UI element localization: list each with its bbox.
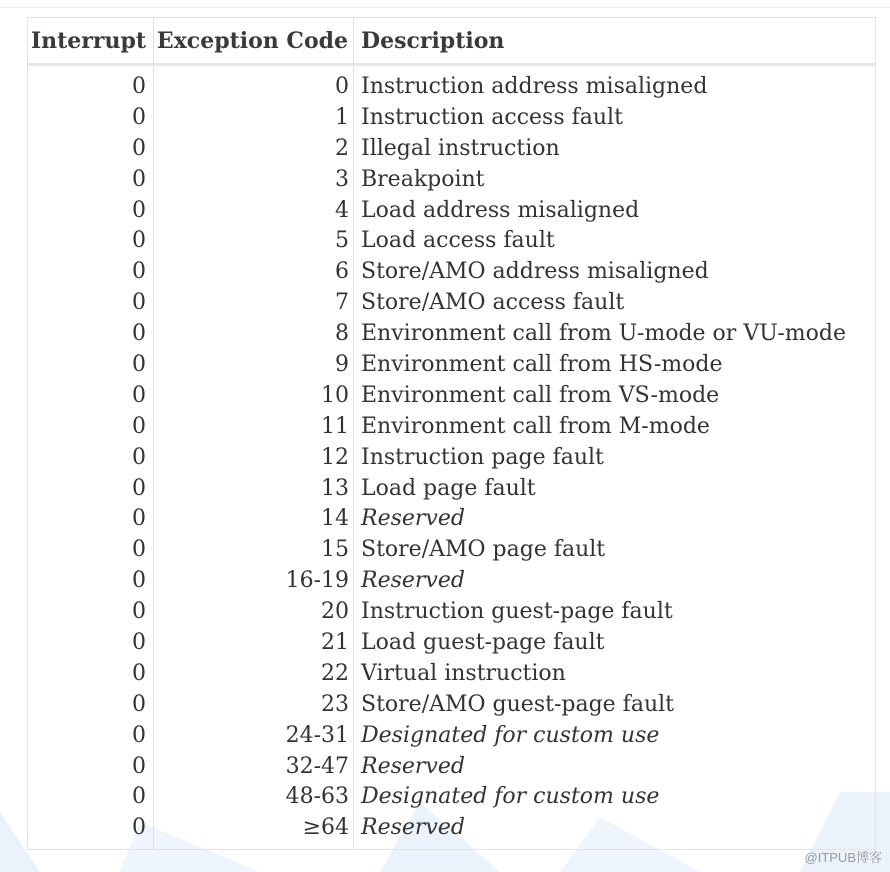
cell-exception-code: 22 <box>321 660 349 686</box>
cell-exception-code: 14 <box>321 506 349 532</box>
table-row <box>28 412 875 443</box>
cell-description: Store/AMO page fault <box>361 537 606 563</box>
cell-exception-code: 12 <box>321 444 349 470</box>
cell-interrupt: 0 <box>132 352 146 378</box>
cell-exception-code: 20 <box>321 599 349 625</box>
cell-exception-code: 23 <box>321 691 349 717</box>
table-row <box>28 535 875 566</box>
cell-interrupt: 0 <box>132 382 146 408</box>
cell-interrupt: 0 <box>132 259 146 285</box>
table-row <box>28 721 875 752</box>
cell-exception-code: 6 <box>335 259 349 285</box>
cell-description: Load guest-page fault <box>361 630 605 656</box>
cell-exception-code: 48-63 <box>285 784 349 810</box>
cell-description: Instruction access fault <box>361 104 623 130</box>
table-row <box>28 752 875 783</box>
cell-exception-code: 10 <box>321 382 349 408</box>
table-row <box>28 597 875 628</box>
cell-exception-code: 1 <box>335 104 349 130</box>
cell-description: Load page fault <box>361 475 536 501</box>
table-row <box>28 659 875 690</box>
cell-exception-code: 11 <box>321 413 349 439</box>
header-separator <box>28 63 875 66</box>
cell-description: Store/AMO guest-page fault <box>361 691 674 717</box>
cell-interrupt: 0 <box>132 197 146 223</box>
cell-interrupt: 0 <box>132 413 146 439</box>
table-row <box>28 504 875 535</box>
cell-interrupt: 0 <box>132 630 146 656</box>
cell-description: Virtual instruction <box>361 660 566 686</box>
cell-description: Store/AMO address misaligned <box>361 259 709 285</box>
table-row <box>28 165 875 196</box>
table-row <box>28 72 875 103</box>
cell-description: Store/AMO access fault <box>361 290 625 316</box>
cell-description: Reserved <box>361 753 465 779</box>
cell-interrupt: 0 <box>132 290 146 316</box>
header-exception-code: Exception Code <box>156 28 348 54</box>
cell-interrupt: 0 <box>132 568 146 594</box>
cell-description: Load access fault <box>361 228 555 254</box>
cell-description: Environment call from HS-mode <box>361 352 723 378</box>
cell-exception-code: 21 <box>321 630 349 656</box>
table-row <box>28 690 875 721</box>
cell-exception-code: 7 <box>335 290 349 316</box>
cell-interrupt: 0 <box>132 753 146 779</box>
table-row <box>28 134 875 165</box>
cell-description: Environment call from U-mode or VU-mode <box>361 321 846 347</box>
cell-description: Load address misaligned <box>361 197 640 223</box>
header-interrupt: Interrupt <box>30 28 146 54</box>
cell-interrupt: 0 <box>132 74 146 99</box>
table-row <box>28 628 875 659</box>
cell-description: Designated for custom use <box>361 784 660 810</box>
cell-interrupt: 0 <box>132 321 146 347</box>
cell-description: Reserved <box>361 568 465 594</box>
table-row <box>28 350 875 381</box>
cell-interrupt: 0 <box>132 135 146 161</box>
table-row <box>28 319 875 350</box>
table-row <box>28 103 875 134</box>
cell-description: Environment call from M-mode <box>361 413 710 439</box>
cell-interrupt: 0 <box>132 166 146 192</box>
cell-exception-code: 13 <box>321 475 349 501</box>
cell-description: Reserved <box>361 506 465 532</box>
cell-interrupt: 0 <box>132 537 146 563</box>
cell-description: Environment call from VS-mode <box>361 382 720 408</box>
cell-description: Instruction page fault <box>361 444 604 470</box>
cell-exception-code: 24-31 <box>285 722 349 748</box>
cell-exception-code: 9 <box>335 352 349 378</box>
table-row <box>28 566 875 597</box>
cell-description: Designated for custom use <box>361 722 660 748</box>
top-divider <box>0 7 890 8</box>
cell-exception-code: 2 <box>335 135 349 161</box>
table-row <box>28 443 875 474</box>
exception-code-table <box>27 17 876 850</box>
cell-interrupt: 0 <box>132 228 146 254</box>
cell-interrupt: 0 <box>132 506 146 532</box>
table-row <box>28 196 875 227</box>
watermark-credit: @ITPUB博客 <box>804 850 882 865</box>
cell-description: Breakpoint <box>361 166 485 192</box>
cell-exception-code: 4 <box>335 197 349 223</box>
cell-exception-code: 0 <box>335 74 349 99</box>
header-description: Description <box>361 28 505 54</box>
cell-interrupt: 0 <box>132 444 146 470</box>
table-body <box>28 72 875 844</box>
cell-interrupt: 0 <box>132 722 146 748</box>
table-row <box>28 226 875 257</box>
cell-description: Instruction guest-page fault <box>361 599 673 625</box>
cell-interrupt: 0 <box>132 815 146 841</box>
table-row <box>28 474 875 505</box>
table-row <box>28 288 875 319</box>
cell-exception-code: ≥64 <box>302 815 349 841</box>
cell-exception-code: 3 <box>335 166 349 192</box>
cell-exception-code: 8 <box>335 321 349 347</box>
table-row <box>28 257 875 288</box>
cell-interrupt: 0 <box>132 660 146 686</box>
table-row <box>28 381 875 412</box>
cell-interrupt: 0 <box>132 691 146 717</box>
table-row <box>28 813 875 844</box>
cell-exception-code: 5 <box>335 228 349 254</box>
table-row <box>28 782 875 813</box>
cell-exception-code: 16-19 <box>285 568 349 594</box>
cell-exception-code: 32-47 <box>285 753 349 779</box>
cell-interrupt: 0 <box>132 599 146 625</box>
cell-exception-code: 15 <box>321 537 349 563</box>
cell-description: Illegal instruction <box>361 135 560 161</box>
cell-interrupt: 0 <box>132 475 146 501</box>
cell-interrupt: 0 <box>132 104 146 130</box>
cell-description: Reserved <box>361 815 465 841</box>
cell-description: Instruction address misaligned <box>361 74 708 99</box>
cell-interrupt: 0 <box>132 784 146 810</box>
